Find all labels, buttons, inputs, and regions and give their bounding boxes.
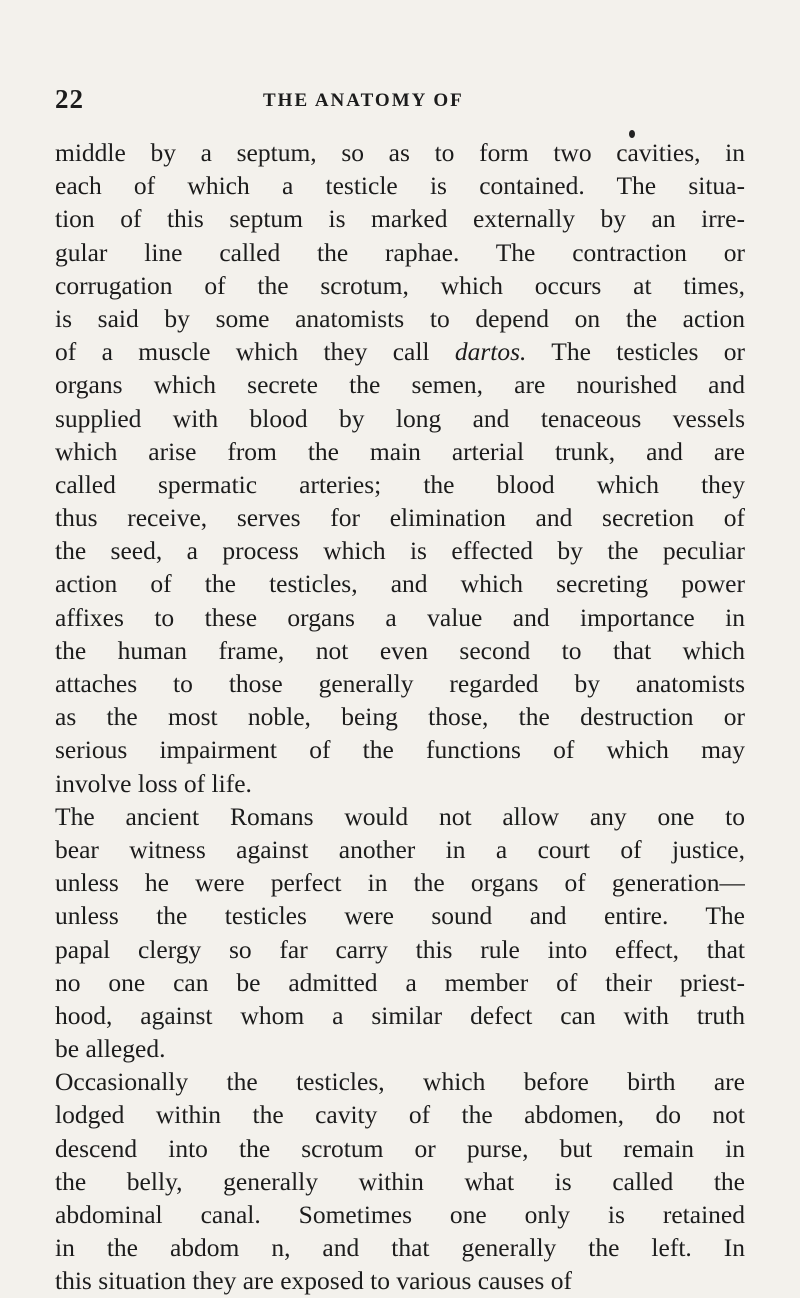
text-line: the human frame, not even second to that which (55, 635, 745, 665)
text-line: descend into the scrotum or purse, but remain in (55, 1133, 745, 1163)
text-line: tion of this septum is marked externally by an irre- (55, 204, 745, 234)
text-line: thus receive, serves for elimination and secretion of (55, 503, 745, 533)
text-line: unless the testicles were sound and entire. The (55, 901, 745, 931)
text-line: middle by a septum, so as to form two cavities, in (55, 138, 745, 167)
italic-term: dartos. (454, 337, 527, 367)
text-line: the seed, a process which is effected by the peculiar (55, 536, 745, 566)
text-line: be alleged. (55, 1034, 166, 1064)
text-line: corrugation of the scrotum, which occurs at times, (55, 270, 745, 300)
text-line: serious impairment of the functions of which may (55, 735, 745, 765)
text-line: abdominal canal. Sometimes one only is retained (55, 1200, 745, 1229)
body-text (55, 136, 745, 1298)
text-line: action of the testicles, and which secreting power (55, 569, 745, 599)
text-line: called spermatic arteries; the blood which they (55, 469, 745, 499)
text-line: supplied with blood by long and tenaceous vessels (55, 403, 745, 433)
text-line: affixes to these organs a value and importance in (55, 602, 745, 632)
page-number: 22 (55, 84, 84, 114)
text-line: this situation they are exposed to various causes of (55, 1266, 572, 1296)
text-line: unless he were perfect in the organs of generation— (55, 868, 745, 898)
text-line: attaches to those generally regarded by anatomists (55, 669, 745, 698)
text-line: is said by some anatomists to depend on the action (55, 303, 745, 333)
text-line: no one can be admitted a member of their priest- (55, 967, 745, 997)
text-line: lodged within the cavity of the abdomen, do not (55, 1100, 745, 1130)
text-line: of a muscle which they call dartos. The testicles or (55, 337, 745, 367)
text-line: bear witness against another in a court of justice, (55, 834, 745, 864)
text-line: in the abdom n, and that generally the left. In (55, 1233, 745, 1263)
text-line: organs which secrete the semen, are nourished and (55, 370, 745, 400)
running-head (55, 84, 745, 118)
text-line: as the most noble, being those, the destruction or (55, 702, 745, 732)
text-line: The ancient Romans would not allow any one to (55, 801, 745, 831)
text-line: papal clergy so far carry this rule into effect, that (55, 934, 745, 964)
text-line: each of which a testicle is contained. The situa- (55, 171, 745, 201)
text-line: involve loss of life. (55, 768, 252, 798)
text-line: Occasionally the testicles, which before birth are (55, 1067, 745, 1097)
text-line: hood, against whom a similar defect can with truth (55, 1000, 745, 1030)
running-title: THE ANATOMY OF (263, 90, 464, 111)
text-line: gular line called the raphae. The contraction or (55, 237, 745, 267)
text-line: which arise from the main arterial trunk, and are (55, 436, 745, 466)
text-line: the belly, generally within what is called the (55, 1166, 745, 1196)
